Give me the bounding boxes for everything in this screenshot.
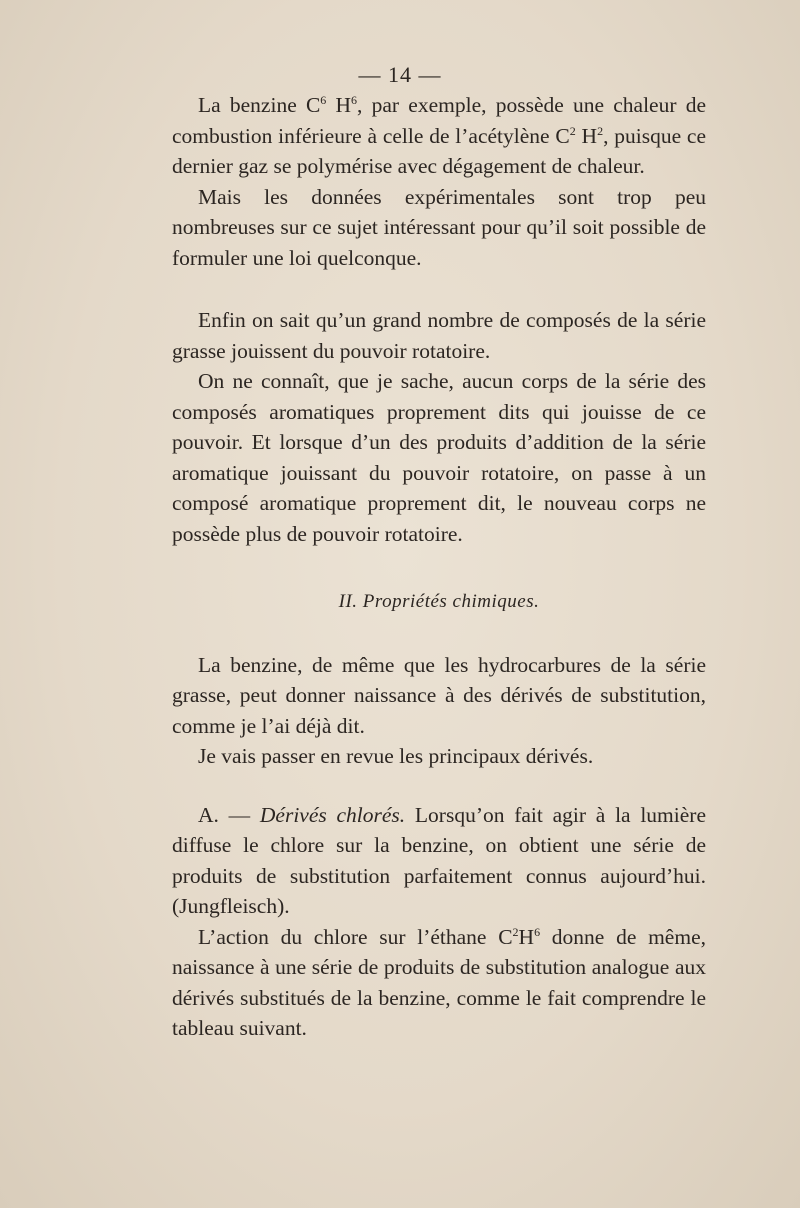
paragraph-substitution-derivatives: La benzine, de même que les hydrocarbures de la série grasse, peut donner naissance à des dérivés de substitution, comme je l’ai déjà dit. [172,652,706,738]
paragraph-aromatic-compounds: On ne connaît, que je sache, aucun corps de la série des composés aromatiques proprement dits qui jouisse de ce pouvoir. Et lorsque d’un des produits d’addition de la série aromatique jouissant du pouvoir rotatoire, on passe à un composé aromatique proprement dit, le nouveau corps ne possède plus de pouvoir rotatoire. [172,369,706,546]
paragraph-experimental-data: Mais les données expérimentales sont trop peu nombreuses sur ce sujet intéressant pour qu’il soit possible de formuler une loi quelconque. [172,184,706,270]
paragraph-rotatory-power: Enfin on sait qu’un grand nombre de composés de la série grasse jouissent du pouvoir rotatoire. [172,308,706,363]
page-number: — 14 — [358,62,442,87]
page-body [172,90,706,1044]
section-heading: II. Propriétés chimiques. [338,591,540,612]
paragraph-review: Je vais passer en revue les principaux dérivés. [198,744,594,768]
paragraph-benzine-combustion: La benzine $C^6$ $H^6$, par exemple, possède une chaleur de combustion inférieure à celle de l’acétylène $C^2$ $H^2$, puisque ce dernier gaz se polymérise avec dégagement de chaleur. [172,93,707,178]
paragraph-chlorinated-derivatives: A. — Dérivés chlorés. Lorsqu’on fait agir à la lumière diffuse le chlore sur la benzine, on obtient une série de produits de substitution parfaitement connus aujourd’hui. (Jungfleisch). [172,802,706,918]
paragraph-ethane-chlorine: L’action du chlore sur l’éthane $C^2H^6$ donne de même, naissance à une série de produits de substitution analogue aux dérivés substitués de la benzine, comme le fait comprendre le tableau suivant. [172,924,706,1040]
